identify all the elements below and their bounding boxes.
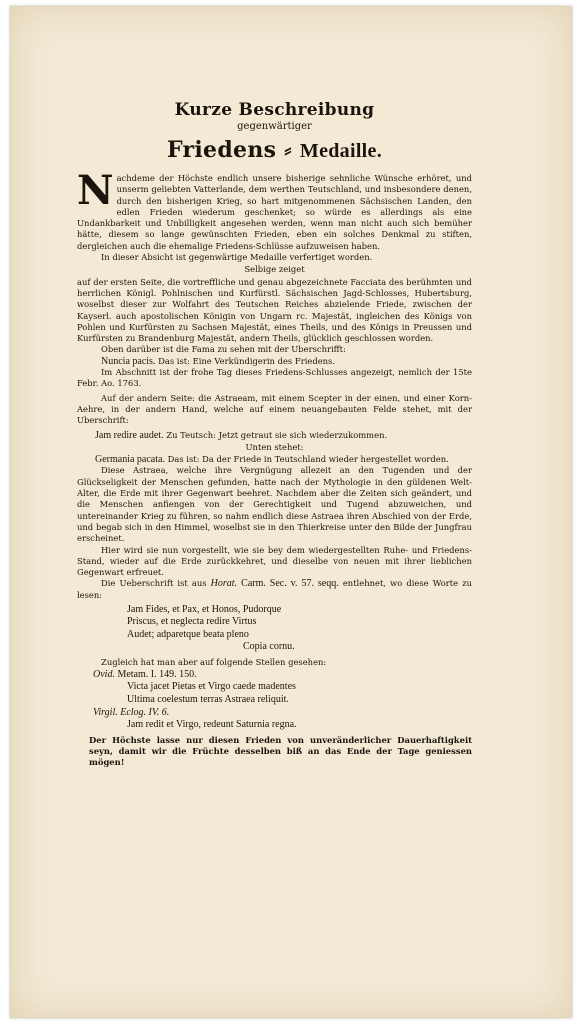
other-places-text: Zugleich hat man aber auf folgende Stellen gesehen: bbox=[101, 656, 327, 667]
horace-reference bbox=[77, 578, 472, 601]
ovid-verse-line: Victa jacet Pietas et Virgo caede madentes bbox=[127, 681, 296, 693]
horace-ref-source: Horat. bbox=[210, 578, 238, 590]
title-line-3 bbox=[77, 136, 472, 165]
horace-verse-line: Audet; adparetque beata pleno bbox=[127, 628, 249, 640]
ovid-source-citation: Metam. I. 149. 150. bbox=[117, 669, 197, 681]
obverse-motto-latin: Nuncia pacis. bbox=[101, 355, 156, 367]
intro-paragraph bbox=[77, 167, 472, 252]
obverse-text: auf der ersten Seite, die vortreffliche und genau abgezeichnete Facciata des berühmten und herrlichen Königl. Pohlnischen und Kurfürstl. Sächsischen Jagd-Schlosses, Hubertsburg, woselbst dieser zur Wolfahrt des Teutschen Reiches abzielende Friede, zwischen der Kayserl. auch apostolischen Königin von Ungarn rc. Majestät, ingleichen des Königs von Pohlen und Kurfürsten zu Sachsen Majestät, eines Theils, und des Königs in Preussen und Kurfürsten zu Brandenburg Majestät, andern Theils, glücklich geschlossen worden. bbox=[77, 276, 472, 344]
virgil-verse-line: Jam redit et Virgo, redeunt Saturnia regna. bbox=[127, 719, 297, 731]
ovid-verse-line: Ultima coelestum terras Astraea reliquit. bbox=[127, 693, 289, 705]
below-motto-latin: Germania pacata. bbox=[95, 454, 165, 466]
document-text bbox=[77, 96, 472, 769]
return-paragraph: Hier wird sie nun vorgestellt, wie sie bey dem wiedergestellten Ruhe- und Friedens-Stand, wieder auf die Erde zurückkehret, und dieselbe von neuen mit ihrer lieblichen Gegenwart erfreuet. bbox=[77, 544, 472, 578]
intro-purpose: In dieser Absicht ist gegenwärtige Medaille verfertiget worden. bbox=[101, 252, 373, 263]
intro-text: achdeme der Höchste endlich unsere bisherige sehnliche Wünsche erhöret, und unserm geliebten Vatterlande, dem werthen Teutschland, und insbesondere denen, durch den bisherigen Krieg, so hart mitgenommenen Sächsischen Landen, den edlen Frieden wiederum geschenket; so würde es allerdings als eine Undankbarkeit und Unbilligkeit angesehen werden, wenn man nicht auch sich bemüher hätte, diesem so lange gewünschten Frieden, eben ein solches Denkmal zu stiften, dergleichen auch die ehemalige Friedens-Schlüsse aufzuweisen haben. bbox=[77, 173, 472, 251]
exergue-text: Im Abschnitt ist der frohe Tag dieses Friedens-Schlusses angezeigt, nemlich der 15te Febr. Ao. 1763. bbox=[77, 367, 472, 389]
astraea-paragraph: Diese Astraea, welche ihre Vergnügung allezeit an den Tugenden und der Glückseligkeit der Menschen gefunden, hatte nach der Mythologie in den güldenen Welt-Alter, die Erde mit ihrer Gegenwart beehret. Nachdem aber die Zeiten sich geändert, und die Menschen anfiengen von der Gerechtigkeit und Tugend abzuweichen, und untereinander Krieg zu führen, so nahm endlich diese Astraea ihren Abschied von der Erde, und begab sich in den Himmel, woselbst sie in den Thierkreise unter den Bilde der Jungfrau erscheinet. bbox=[77, 465, 472, 544]
horace-verse-last: Copia cornu. bbox=[243, 641, 295, 653]
reverse-motto-latin: Jam redire audet. bbox=[95, 429, 164, 441]
horace-ref-text-a: Die Ueberschrift ist aus bbox=[101, 578, 207, 589]
closing-wish: Der Höchste lasse nur diesen Frieden von unveränderlicher Dauerhaftigkeit seyn, damit wir die Früchte desselben biß an das Ende der Tage geniessen mögen! bbox=[89, 734, 472, 768]
horace-ref-citation: Carm. Sec. v. 57. seqq. bbox=[241, 578, 339, 590]
title-line-1: Kurze Beschreibung bbox=[174, 100, 375, 120]
drop-cap: N bbox=[77, 167, 114, 214]
reverse-text: Auf der andern Seite: die Astraeam, mit einem Scepter in der einen, und einer Korn-Aehre, in der andern Hand, welche auf einem neuangebauten Felde stehet, mit der Uberschrift: bbox=[77, 392, 472, 426]
horace-ref-text-b: entlehnet, wo diese Worte zu lesen: bbox=[77, 578, 473, 600]
ovid-source-name: Ovid. bbox=[93, 669, 115, 681]
fama-text: Oben darüber ist die Fama zu sehen mit der Uberschrifft: bbox=[101, 344, 346, 355]
below-motto-german: Das ist: Da der Friede in Teutschland wieder hergestellet worden. bbox=[167, 454, 449, 465]
obverse-motto-german: Das ist: Eine Verkündigerin des Friedens. bbox=[158, 355, 336, 366]
title-word-friedens: Friedens bbox=[166, 137, 277, 163]
below-motto bbox=[95, 454, 472, 465]
reverse-motto-german: Zu Teutsch: Jetzt getraut sie sich wiederzukommen. bbox=[166, 429, 388, 440]
obverse-motto bbox=[101, 356, 472, 367]
ovid-source bbox=[93, 668, 472, 681]
title-separator: ⸗ bbox=[284, 137, 292, 163]
virgil-source: Virgil. Eclog. IV. 6. bbox=[93, 707, 170, 719]
title-word-medaille: Medaille. bbox=[299, 140, 383, 162]
below-heading: Unten stehet: bbox=[245, 441, 304, 452]
obverse-heading: Selbige zeiget bbox=[244, 264, 305, 275]
reverse-motto bbox=[95, 430, 472, 441]
horace-verse-line: Jam Fides, et Pax, et Honos, Pudorque bbox=[127, 603, 282, 615]
horace-verse-line: Priscus, et neglecta redire Virtus bbox=[127, 616, 257, 628]
title-line-2: gegenwärtiger bbox=[237, 121, 312, 132]
